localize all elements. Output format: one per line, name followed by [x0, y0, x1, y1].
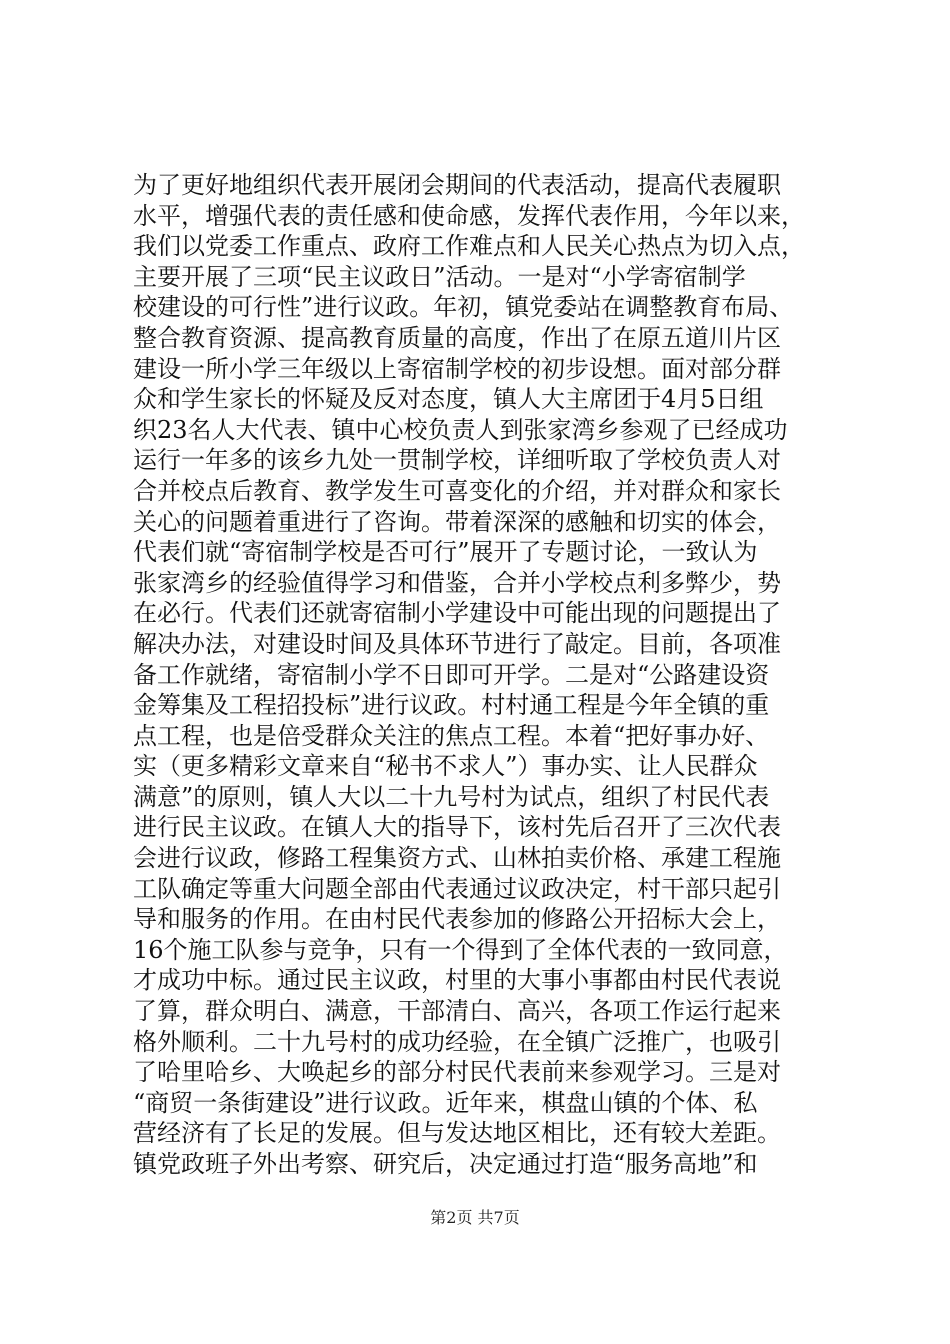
text-line: 织23名人大代表、镇中心校负责人到张家湾乡参观了已经成功: [133, 415, 788, 444]
text-line: 了算，群众明白、满意，干部清白、高兴，各项工作运行起来: [133, 997, 781, 1026]
text-line: 建设一所小学三年级以上寄宿制学校的初步设想。面对部分群: [133, 354, 781, 383]
text-line: 张家湾乡的经验值得学习和借鉴，合并小学校点利多弊少，势: [133, 568, 781, 597]
text-line: 众和学生家长的怀疑及反对态度，镇人大主席团于4月5日组: [133, 385, 764, 414]
text-line: 营经济有了长足的发展。但与发达地区相比，还有较大差距。: [133, 1119, 781, 1148]
text-line: 水平，增强代表的责任感和使命感，发挥代表作用，今年以来，: [133, 201, 805, 230]
text-line: 进行民主议政。在镇人大的指导下，该村先后召开了三次代表: [133, 813, 781, 842]
text-line: 备工作就绪，寄宿制小学不日即可开学。二是对“公路建设资: [133, 660, 770, 689]
text-line: 主要开展了三项“民主议政日”活动。一是对“小学寄宿制学: [133, 262, 746, 291]
text-line: 镇党政班子外出考察、研究后，决定通过打造“服务高地”和: [133, 1150, 758, 1178]
text-line: 在必行。代表们还就寄宿制小学建设中可能出现的问题提出了: [133, 599, 781, 628]
text-line: 导和服务的作用。在由村民代表参加的修路公开招标大会上，: [133, 905, 781, 934]
text-line: 了哈里哈乡、大唤起乡的部分村民代表前来参观学习。三是对: [133, 1058, 781, 1087]
text-line: 格外顺利。二十九号村的成功经验，在全镇广泛推广，也吸引: [133, 1027, 781, 1056]
text-line: 点工程，也是倍受群众关注的焦点工程。本着“把好事办好、: [133, 721, 770, 750]
text-line: 实（更多精彩文章来自“秘书不求人”）事办实、让人民群众: [133, 752, 758, 781]
text-line: 合并校点后教育、教学发生可喜变化的介绍，并对群众和家长: [133, 476, 781, 505]
body-text: [133, 170, 833, 1180]
text-line: 才成功中标。通过民主议政，村里的大事小事都由村民代表说: [133, 966, 781, 995]
text-line: 校建设的可行性”进行议政。年初，镇党委站在调整教育布局、: [133, 293, 794, 322]
text-line: 为了更好地组织代表开展闭会期间的代表活动，提高代表履职: [133, 171, 781, 199]
text-line: 会进行议政，修路工程集资方式、山林拍卖价格、承建工程施: [133, 844, 781, 873]
text-line: 解决办法，对建设时间及具体环节进行了敲定。目前，各项准: [133, 629, 781, 658]
text-line: 满意”的原则，镇人大以二十九号村为试点，组织了村民代表: [133, 782, 770, 811]
page-number-footer: 第2页 共7页: [430, 1208, 520, 1227]
text-line: 整合教育资源、提高教育质量的高度，作出了在原五道川片区: [133, 323, 781, 352]
text-line: 代表们就“寄宿制学校是否可行”展开了专题讨论，一致认为: [133, 538, 758, 567]
text-line: 我们以党委工作重点、政府工作难点和人民关心热点为切入点，: [133, 232, 805, 261]
text-line: 运行一年多的该乡九处一贯制学校，详细听取了学校负责人对: [133, 446, 781, 475]
text-line: 16个施工队参与竞争，只有一个得到了全体代表的一致同意，: [133, 935, 788, 964]
text-line: 关心的问题着重进行了咨询。带着深深的感触和切实的体会，: [133, 507, 781, 536]
text-line: 工队确定等重大问题全部由代表通过议政决定，村干部只起引: [133, 874, 781, 903]
text-line: 金筹集及工程招投标”进行议政。村村通工程是今年全镇的重: [133, 691, 770, 720]
text-line: “商贸一条街建设”进行议政。近年来，棋盘山镇的个体、私: [133, 1088, 758, 1117]
